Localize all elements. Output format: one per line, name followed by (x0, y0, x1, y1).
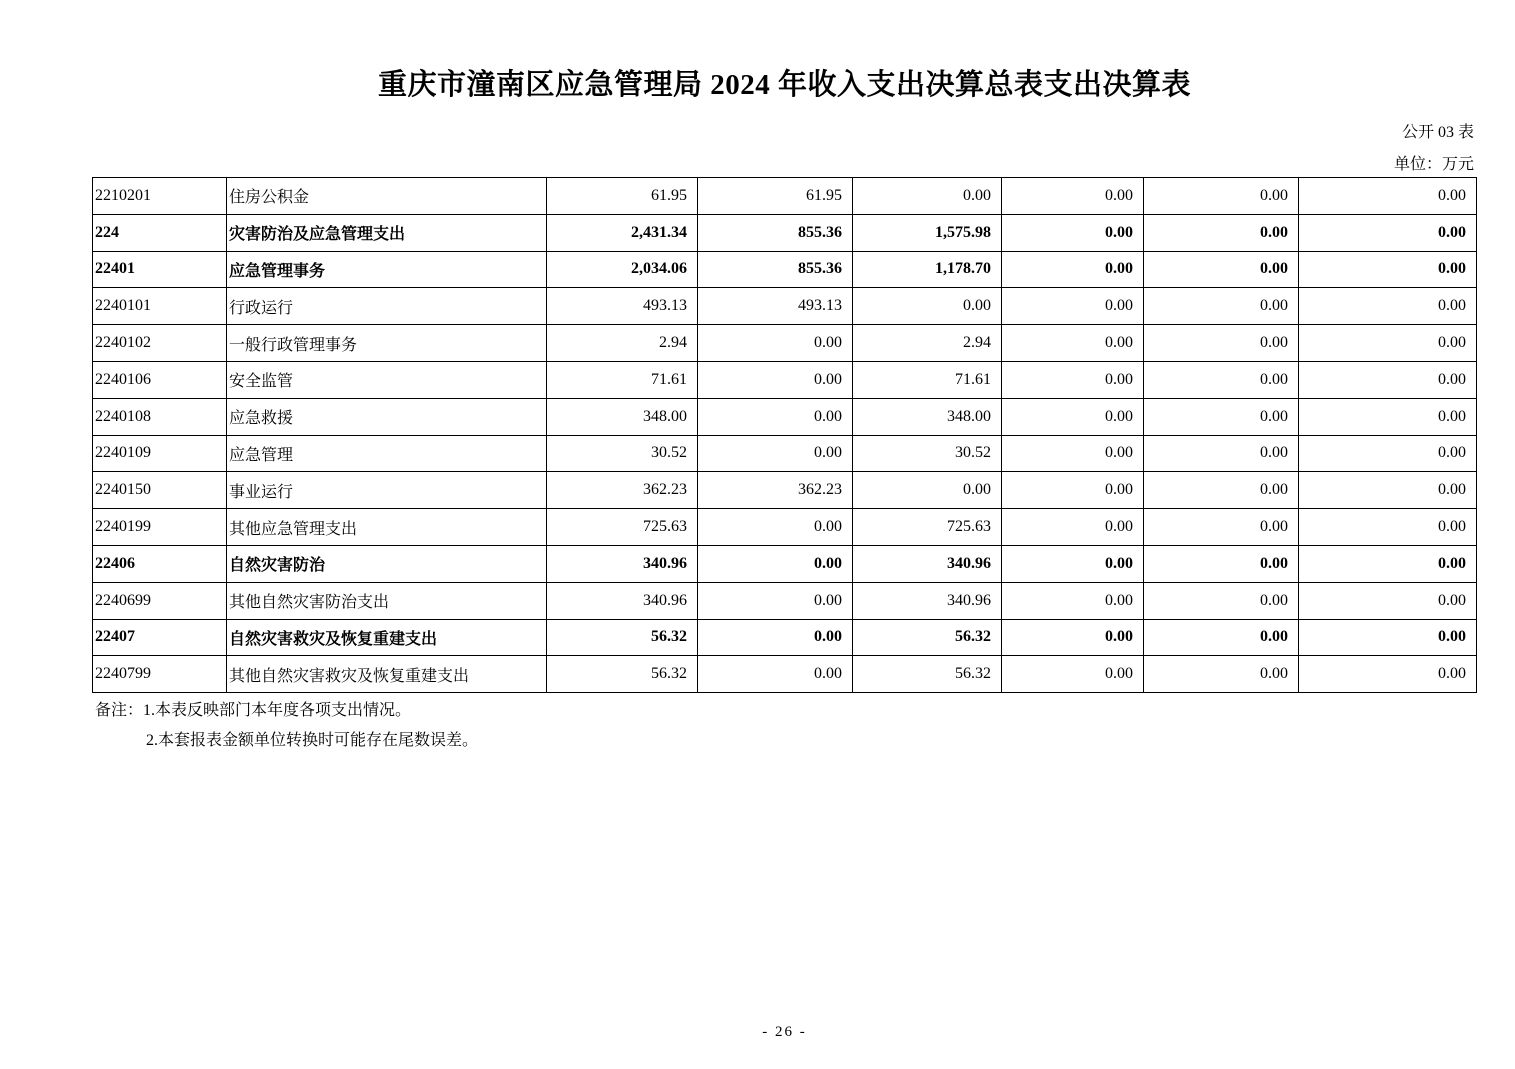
value-cell-5: 0.00 (1144, 545, 1299, 582)
basic-expenditure-cell: 0.00 (698, 509, 853, 546)
total-cell: 30.52 (547, 435, 698, 472)
subject-name-cell: 自然灾害救灾及恢复重建支出 (227, 619, 547, 656)
value-cell-6: 0.00 (1299, 509, 1477, 546)
total-cell: 56.32 (547, 656, 698, 693)
total-cell: 340.96 (547, 545, 698, 582)
subject-name-cell: 应急管理事务 (227, 251, 547, 288)
total-cell: 725.63 (547, 509, 698, 546)
basic-expenditure-cell: 0.00 (698, 582, 853, 619)
value-cell-5: 0.00 (1144, 214, 1299, 251)
value-cell-4: 0.00 (1002, 619, 1144, 656)
value-cell-5: 0.00 (1144, 251, 1299, 288)
basic-expenditure-cell: 0.00 (698, 619, 853, 656)
unit-label: 单位：万元 (1393, 156, 1474, 173)
value-cell-6: 0.00 (1299, 545, 1477, 582)
basic-expenditure-cell: 0.00 (698, 325, 853, 362)
project-expenditure-cell: 0.00 (853, 178, 1002, 215)
value-cell-6: 0.00 (1299, 251, 1477, 288)
value-cell-5: 0.00 (1144, 582, 1299, 619)
value-cell-6: 0.00 (1299, 178, 1477, 215)
basic-expenditure-cell: 0.00 (698, 361, 853, 398)
basic-expenditure-cell: 0.00 (698, 545, 853, 582)
value-cell-6: 0.00 (1299, 582, 1477, 619)
value-cell-6: 0.00 (1299, 435, 1477, 472)
page-title: 重庆市潼南区应急管理局 2024 年收入支出决算总表支出决算表 (377, 69, 1191, 101)
table-row (93, 582, 1477, 619)
value-cell-6: 0.00 (1299, 472, 1477, 509)
value-cell-5: 0.00 (1144, 619, 1299, 656)
table-row (93, 178, 1477, 215)
table-row (93, 619, 1477, 656)
table-row (93, 509, 1477, 546)
subject-name-cell: 其他自然灾害防治支出 (227, 582, 547, 619)
value-cell-4: 0.00 (1002, 398, 1144, 435)
project-expenditure-cell: 0.00 (853, 472, 1002, 509)
value-cell-5: 0.00 (1144, 361, 1299, 398)
subject-code-cell: 2240699 (93, 582, 227, 619)
value-cell-4: 0.00 (1002, 582, 1144, 619)
table-row (93, 288, 1477, 325)
value-cell-4: 0.00 (1002, 509, 1144, 546)
project-expenditure-cell: 56.32 (853, 619, 1002, 656)
table-row (93, 435, 1477, 472)
basic-expenditure-cell: 0.00 (698, 656, 853, 693)
project-expenditure-cell: 348.00 (853, 398, 1002, 435)
subject-name-cell: 应急救援 (227, 398, 547, 435)
total-cell: 61.95 (547, 178, 698, 215)
value-cell-5: 0.00 (1144, 509, 1299, 546)
table-row (93, 398, 1477, 435)
total-cell: 362.23 (547, 472, 698, 509)
basic-expenditure-cell: 0.00 (698, 435, 853, 472)
value-cell-4: 0.00 (1002, 251, 1144, 288)
value-cell-5: 0.00 (1144, 398, 1299, 435)
subject-code-cell: 2240199 (93, 509, 227, 546)
table-row (93, 656, 1477, 693)
value-cell-4: 0.00 (1002, 472, 1144, 509)
value-cell-6: 0.00 (1299, 361, 1477, 398)
subject-name-cell: 灾害防治及应急管理支出 (227, 214, 547, 251)
subject-name-cell: 自然灾害防治 (227, 545, 547, 582)
table-row (93, 545, 1477, 582)
project-expenditure-cell: 1,575.98 (853, 214, 1002, 251)
project-expenditure-cell: 1,178.70 (853, 251, 1002, 288)
notes (95, 696, 478, 756)
value-cell-6: 0.00 (1299, 214, 1477, 251)
basic-expenditure-cell: 493.13 (698, 288, 853, 325)
project-expenditure-cell: 340.96 (853, 545, 1002, 582)
value-cell-4: 0.00 (1002, 361, 1144, 398)
project-expenditure-cell: 340.96 (853, 582, 1002, 619)
subject-name-cell: 住房公积金 (227, 178, 547, 215)
project-expenditure-cell: 725.63 (853, 509, 1002, 546)
value-cell-5: 0.00 (1144, 472, 1299, 509)
table-row (93, 361, 1477, 398)
basic-expenditure-cell: 0.00 (698, 398, 853, 435)
page-number: - 26 - (762, 1024, 807, 1040)
value-cell-4: 0.00 (1002, 288, 1144, 325)
basic-expenditure-cell: 362.23 (698, 472, 853, 509)
total-cell: 493.13 (547, 288, 698, 325)
subject-code-cell: 2240102 (93, 325, 227, 362)
value-cell-4: 0.00 (1002, 656, 1144, 693)
subject-name-cell: 应急管理 (227, 435, 547, 472)
value-cell-5: 0.00 (1144, 435, 1299, 472)
table-row (93, 472, 1477, 509)
value-cell-6: 0.00 (1299, 288, 1477, 325)
table-number: 公开 03 表 (1401, 124, 1474, 141)
project-expenditure-cell: 30.52 (853, 435, 1002, 472)
note-line-1: 备注：1.本表反映部门本年度各项支出情况。 (95, 702, 412, 719)
value-cell-4: 0.00 (1002, 214, 1144, 251)
total-cell: 348.00 (547, 398, 698, 435)
project-expenditure-cell: 56.32 (853, 656, 1002, 693)
subject-name-cell: 其他自然灾害救灾及恢复重建支出 (227, 656, 547, 693)
table-row (93, 251, 1477, 288)
value-cell-5: 0.00 (1144, 178, 1299, 215)
subject-name-cell: 事业运行 (227, 472, 547, 509)
project-expenditure-cell: 2.94 (853, 325, 1002, 362)
total-cell: 71.61 (547, 361, 698, 398)
basic-expenditure-cell: 61.95 (698, 178, 853, 215)
subject-code-cell: 22401 (93, 251, 227, 288)
value-cell-6: 0.00 (1299, 398, 1477, 435)
value-cell-4: 0.00 (1002, 178, 1144, 215)
subject-name-cell: 行政运行 (227, 288, 547, 325)
value-cell-5: 0.00 (1144, 288, 1299, 325)
value-cell-6: 0.00 (1299, 619, 1477, 656)
value-cell-4: 0.00 (1002, 325, 1144, 362)
note-line-2: 2.本套报表金额单位转换时可能存在尾数误差。 (146, 732, 479, 749)
value-cell-4: 0.00 (1002, 545, 1144, 582)
table-body (93, 178, 1477, 693)
value-cell-4: 0.00 (1002, 435, 1144, 472)
subject-code-cell: 2240109 (93, 435, 227, 472)
table-row (93, 325, 1477, 362)
project-expenditure-cell: 0.00 (853, 288, 1002, 325)
value-cell-5: 0.00 (1144, 325, 1299, 362)
subject-code-cell: 2240108 (93, 398, 227, 435)
subject-name-cell: 其他应急管理支出 (227, 509, 547, 546)
subject-code-cell: 224 (93, 214, 227, 251)
expenditure-table (92, 177, 1477, 693)
value-cell-5: 0.00 (1144, 656, 1299, 693)
total-cell: 2.94 (547, 325, 698, 362)
basic-expenditure-cell: 855.36 (698, 214, 853, 251)
subject-code-cell: 22407 (93, 619, 227, 656)
subject-code-cell: 2240150 (93, 472, 227, 509)
total-cell: 56.32 (547, 619, 698, 656)
basic-expenditure-cell: 855.36 (698, 251, 853, 288)
subject-code-cell: 22406 (93, 545, 227, 582)
project-expenditure-cell: 71.61 (853, 361, 1002, 398)
subject-code-cell: 2240101 (93, 288, 227, 325)
subject-name-cell: 安全监管 (227, 361, 547, 398)
subject-code-cell: 2240106 (93, 361, 227, 398)
value-cell-6: 0.00 (1299, 656, 1477, 693)
table-row (93, 214, 1477, 251)
value-cell-6: 0.00 (1299, 325, 1477, 362)
subject-code-cell: 2240799 (93, 656, 227, 693)
total-cell: 2,034.06 (547, 251, 698, 288)
total-cell: 2,431.34 (547, 214, 698, 251)
total-cell: 340.96 (547, 582, 698, 619)
subject-name-cell: 一般行政管理事务 (227, 325, 547, 362)
subject-code-cell: 2210201 (93, 178, 227, 215)
